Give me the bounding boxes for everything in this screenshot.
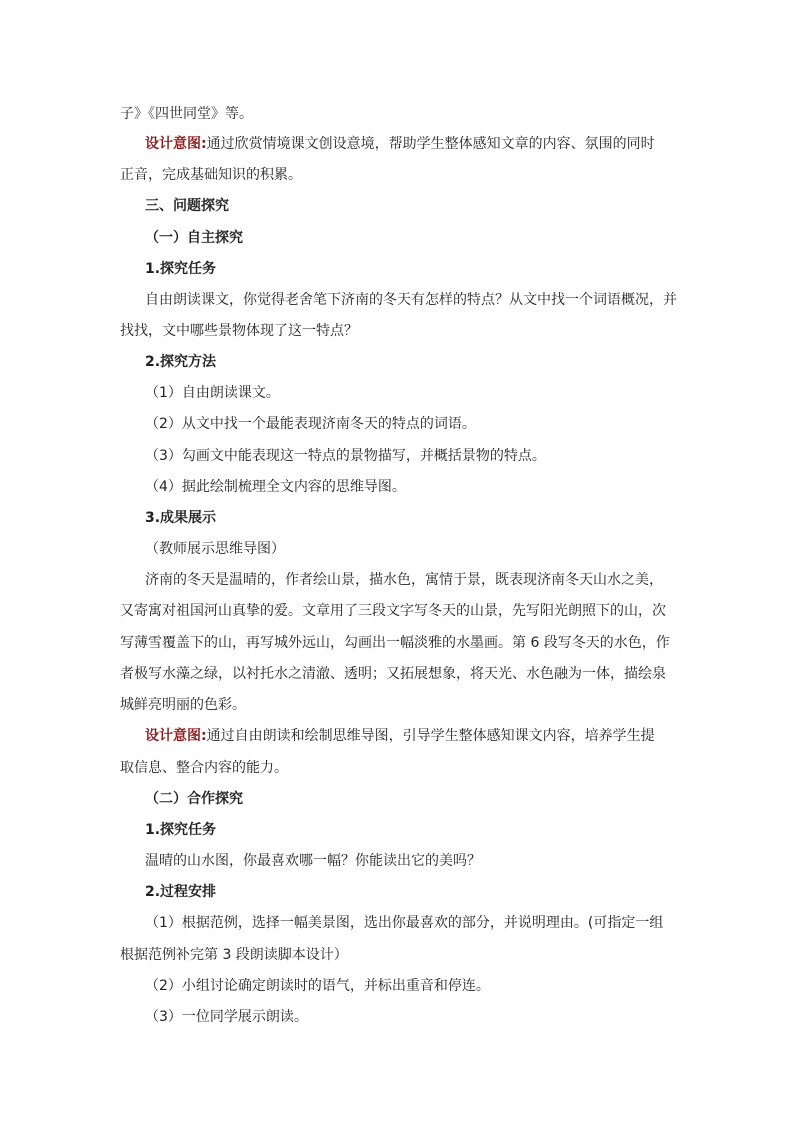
- design-intent-paragraph: [145, 726, 655, 746]
- paragraph: 城鲜亮明丽的色彩。: [120, 697, 246, 713]
- item-heading: 3.成果展示: [145, 510, 217, 526]
- item-heading: 1.探究任务: [145, 822, 217, 838]
- paragraph: 找找，文中哪些景物体现了这一特点？: [120, 323, 358, 339]
- list-item: （3）勾画文中能表现这一特点的景物描写，并概括景物的特点。: [145, 448, 546, 464]
- paragraph: 温晴的山水图，你最喜欢哪一幅？你能读出它的美吗？: [145, 853, 481, 869]
- item-heading: 2.过程安排: [145, 884, 217, 900]
- design-intent-label: 设计意图:: [145, 728, 207, 744]
- list-item: （3）一位同学展示朗读。: [145, 1009, 308, 1025]
- subsection-heading: （二）合作探究: [145, 791, 243, 807]
- design-intent-paragraph: [145, 134, 655, 154]
- list-item: （1）自由朗读课文。: [145, 385, 280, 401]
- list-item: （1）根据范例，选择一幅美景图，选出你最喜欢的部分，并说明理由。(可指定一组: [145, 915, 664, 931]
- subsection-heading: （一）自主探究: [145, 230, 243, 246]
- section-heading: 三、问题探究: [145, 198, 229, 214]
- item-heading: 1.探究任务: [145, 261, 217, 277]
- note: （教师展示思维导图）: [145, 541, 285, 557]
- list-item: （4）据此绘制梳理全文内容的思维导图。: [145, 479, 406, 495]
- paragraph: 者极写水藻之绿，以衬托水之清澈、透明；又拓展想象，将天光、水色融为一体，描绘泉: [120, 666, 666, 682]
- paragraph: 子》《四世同堂》等。: [120, 106, 253, 122]
- paragraph: 取信息、整合内容的能力。: [120, 760, 288, 776]
- paragraph: 又寄寓对祖国河山真挚的爱。文章用了三段文字写冬天的山景，先写阳光朗照下的山，次: [120, 603, 666, 619]
- design-intent-text: 通过欣赏情境课文创设意境，帮助学生整体感知文章的内容、氛围的同时: [206, 136, 655, 152]
- list-item: （2）小组讨论确定朗读时的语气，并标出重音和停连。: [145, 978, 490, 994]
- design-intent-label: 设计意图:: [145, 136, 207, 152]
- item-heading: 2.探究方法: [145, 354, 217, 370]
- list-item: （2）从文中找一个最能表现济南冬天的特点的词语。: [145, 416, 476, 432]
- paragraph: 正音，完成基础知识的积累。: [120, 167, 302, 183]
- design-intent-text: 通过自由朗读和绘制思维导图，引导学生整体感知课文内容，培养学生提: [206, 728, 655, 744]
- list-item-continuation: 根据范例补完第 3 段朗读脚本设计）: [120, 947, 348, 963]
- paragraph: 济南的冬天是温晴的，作者绘山景，描水色，寓情于景，既表现济南冬天山水之美，: [145, 572, 663, 588]
- paragraph: 写薄雪覆盖下的山，再写城外远山，勾画出一幅淡雅的水墨画。第 6 段写冬天的水色，作: [120, 635, 670, 651]
- paragraph: 自由朗读课文，你觉得老舍笔下济南的冬天有怎样的特点？从文中找一个词语概况，并: [145, 292, 677, 308]
